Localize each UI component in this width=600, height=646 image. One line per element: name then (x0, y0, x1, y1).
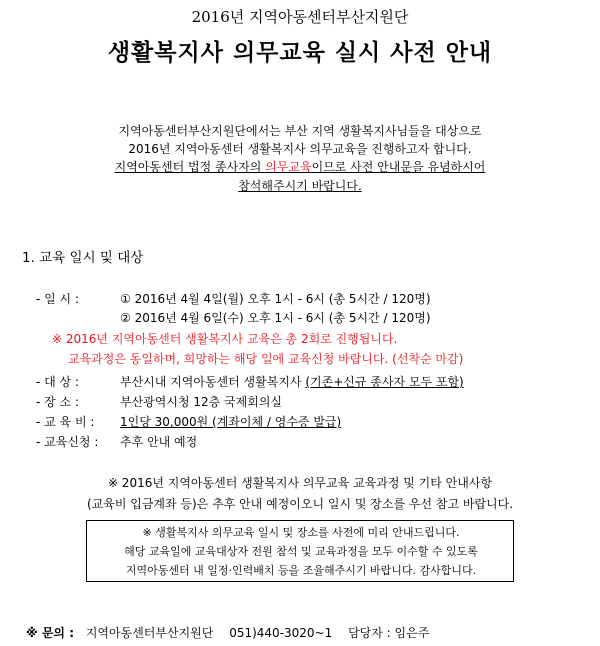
place-label: - 장 소 : (36, 395, 80, 409)
date-session-2: ② 2016년 4월 6일(수) 오후 1시 - 6시 (총 5시간 / 120명) (120, 311, 431, 325)
box-line-2: 해당 교육일에 교육대상자 전원 참석 및 교육과정을 모두 이수할 수 있도록 (124, 545, 478, 558)
intro-line-2: 2016년 지역아동센터 생활복지사 의무교육을 진행하고자 합니다. (128, 142, 472, 156)
notice-box (86, 520, 514, 582)
fee-label: - 교 육 비 : (36, 415, 95, 429)
date-session-1: ① 2016년 4월 4일(월) 오후 1시 - 6시 (총 5시간 / 120명) (120, 292, 431, 306)
intro-line-1: 지역아동센터부산지원단에서는 부산 지역 생활복지사님들을 대상으로 (118, 124, 482, 138)
intro-line-4: 참석해주시기 바랍니다. (238, 179, 362, 193)
date-label: - 일 시 : (36, 292, 80, 306)
document-subtitle: 2016년 지역아동센터부산지원단 (191, 8, 409, 26)
document-title: 생활복지사 의무교육 실시 사전 안내 (107, 39, 493, 66)
target-note: (기존+신규 종사자 모두 포함) (305, 375, 464, 389)
intro-line-3-pre: 지역아동센터 법정 종사자의 (114, 160, 266, 174)
contact-line (26, 624, 429, 641)
note-line-2: (교육비 입금계좌 등)은 추후 안내 예정이오니 일시 및 장소를 우선 참고 바랍니다. (86, 497, 514, 511)
contact-org: 지역아동센터부산지원단 (85, 626, 214, 640)
notice-line-1: ※ 2016년 지역아동센터 생활복지사 교육은 총 2회로 진행됩니다. (52, 332, 398, 346)
notice-line-2: 교육과정은 동일하며, 희망하는 해당 일에 교육신청 바랍니다. (선착순 마감) (68, 352, 464, 366)
target-value: 부산시내 지역아동센터 생활복지사 (120, 375, 302, 389)
target-label: - 대 상 : (36, 375, 80, 389)
fee-value: 1인당 30,000원 (계좌이체 / 영수증 발급) (120, 415, 342, 429)
intro-line-3 (0, 158, 600, 175)
section-heading: 1. 교육 일시 및 대상 (22, 250, 144, 266)
note-line-1: ※ 2016년 지역아동센터 생활복지사 의무교육 교육과정 및 기타 안내사항 (107, 476, 493, 490)
box-line-3: 지역아동센터 내 일정·인력배치 등을 조율해주시기 바랍니다. 감사합니다. (125, 564, 477, 577)
apply-label: - 교육신청 : (36, 435, 99, 449)
contact-phone: 051)440-3020~1 (229, 626, 333, 640)
place-value: 부산광역시청 12층 국제회의실 (120, 395, 283, 409)
contact-person: 담당자 : 임은주 (348, 626, 430, 640)
target-row (120, 373, 464, 390)
contact-label: ※ 문의 : (26, 626, 75, 640)
apply-value: 추후 안내 예정 (120, 435, 198, 449)
box-line-1: ※ 생활복지사 의무교육 일시 및 장소를 사전에 미리 안내드립니다. (142, 526, 460, 539)
intro-line-3-post: 이므로 사전 안내문을 유념하시어 (311, 160, 486, 174)
intro-mandatory-highlight: 의무교육 (265, 160, 312, 174)
